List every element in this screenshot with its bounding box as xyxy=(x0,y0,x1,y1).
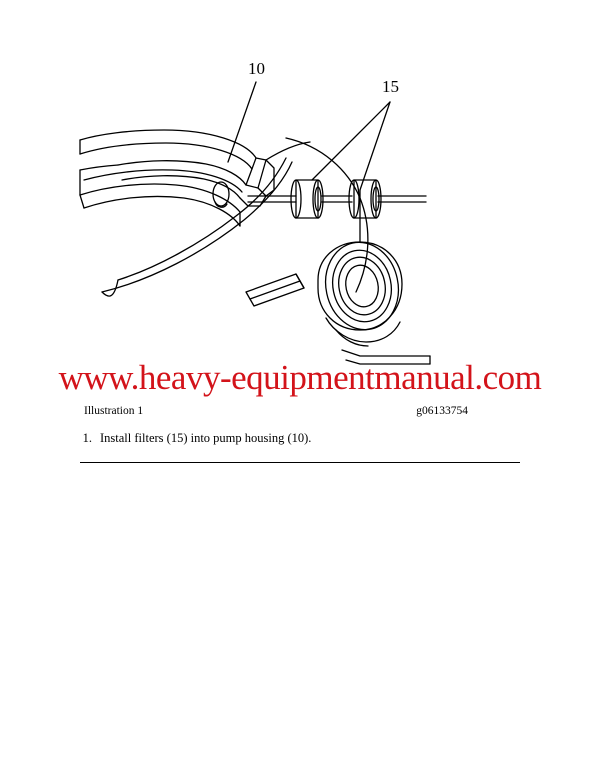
step-text: Install filters (15) into pump housing (10). xyxy=(100,431,312,445)
illustration-graphic-id: g06133754 xyxy=(416,405,468,417)
callout-label-10: 10 xyxy=(248,59,265,78)
section-divider xyxy=(80,462,520,463)
callout-label-15: 15 xyxy=(382,77,399,96)
illustration-figure xyxy=(60,30,540,410)
watermark-text: www.heavy-equipmentmanual.com xyxy=(58,358,542,397)
illustration-drawing xyxy=(60,30,540,410)
leader-line-15b xyxy=(360,102,390,190)
seal-cartridge xyxy=(318,235,407,346)
filter-part-left xyxy=(291,180,323,218)
procedure-step xyxy=(72,430,492,446)
leader-line-15a xyxy=(312,102,390,180)
step-number: 1. xyxy=(82,431,92,445)
key-tab-part xyxy=(246,274,304,306)
illustration-caption-row xyxy=(84,405,468,421)
illustration-label: Illustration 1 xyxy=(84,405,144,417)
leader-line-10 xyxy=(228,82,256,162)
